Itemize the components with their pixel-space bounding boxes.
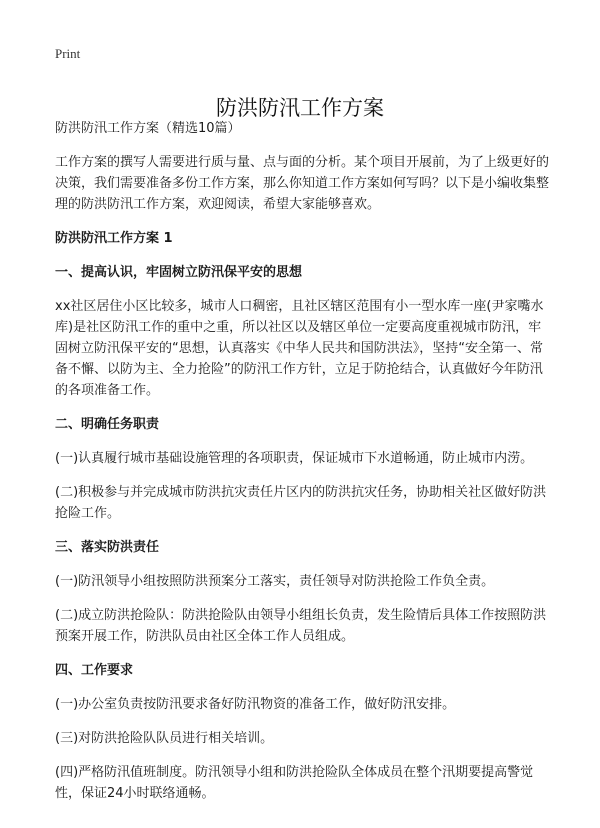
page-title: 防洪防汛工作方案 — [216, 96, 384, 121]
section-2-paragraph-2: (二)积极参与并完成城市防洪抗灾责任片区内的防洪抗灾任务，协助相关社区做好防洪抢险工作。 — [55, 485, 547, 521]
section-4-paragraph-2: (三)对防洪抢险队队员进行相关培训。 — [55, 731, 274, 746]
section-4-paragraph-1: (一)办公室负责按防汛要求备好防汛物资的准备工作，做好防汛安排。 — [55, 697, 456, 712]
plan-heading: 防洪防汛工作方案 1 — [55, 231, 173, 246]
section-1-paragraph-1: xx社区居住小区比较多，城市人口稠密，且社区辖区范围有小一型水库一座(尹家嘴水库)是社区防汛工作的重中之重，所以社区以及辖区单位一定要高度重视城市防汛，牢固树立防汛保平安的“思想，认真落实《中华人民共和国防洪法》，坚持“安全第一、常备不懈、以防为主、全力抢险”的防汛工作方针，立足于防抢结合，认真做好今年防汛的各项准备工作。 — [55, 299, 544, 398]
section-heading-2: 二、明确任务职责 — [55, 417, 160, 432]
section-heading-3: 三、落实防洪责任 — [55, 540, 160, 555]
section-4-paragraph-3: (四)严格防汛值班制度。防汛领导小组和防洪抢险队全体成员在整个汛期要提高警觉性，保证24小时联络通畅。 — [55, 765, 534, 801]
intro-paragraph: 工作方案的撰写人需要进行质与量、点与面的分析。某个项目开展前，为了上级更好的决策，我们需要准备多份工作方案，那么你知道工作方案如何写吗？以下是小编收集整理的防洪防汛工作方案，欢迎阅读，希望大家能够喜欢。 — [55, 155, 550, 212]
section-2-paragraph-1: (一)认真履行城市基础设施管理的各项职责，保证城市下水道畅通，防止城市内涝。 — [55, 451, 534, 466]
section-heading-4: 四、工作要求 — [55, 663, 134, 678]
section-heading-1: 一、提高认识，牢固树立防汛保平安的思想 — [55, 265, 303, 280]
document-subtitle: 防洪防汛工作方案（精选10篇） — [55, 121, 241, 136]
document-body — [55, 118, 553, 817]
section-3-paragraph-1: (一)防汛领导小组按照防洪预案分工落实，责任领导对防洪抢险工作负全责。 — [55, 574, 495, 589]
print-label[interactable]: Print — [55, 46, 81, 61]
section-3-paragraph-2: (二)成立防洪抢险队：防洪抢险队由领导小组组长负责，发生险情后具体工作按照防洪预案开展工作，防洪队员由社区全体工作人员组成。 — [55, 608, 547, 644]
